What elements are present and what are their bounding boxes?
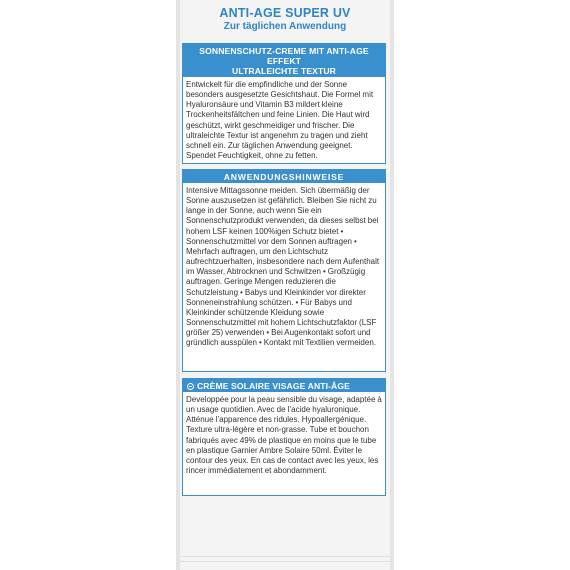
section-heading-text: CRÈME SOLAIRE VISAGE ANTI-ÂGE xyxy=(197,381,350,391)
section-heading-line: ULTRALEICHTE TEXTUR xyxy=(232,66,336,76)
section-body: Entwickelt für die empfindliche und der Sonne besonders ausgesetzte Gesichtshaut. Die Formel mit Hyaluronsäure und Vitamin B3 mildert kleine Trockenheitsfältchen und feine Linien. Die Haut wird geschützt, wirkt geschmeidiger und frischer. Die ultraleichte Textur ist angenehm zu tragen und zieht schnell ein. Zur täglichen Anwendung geeignet. Spendet Feuchtigkeit, ohne zu fetten. xyxy=(186,80,374,161)
section-heading xyxy=(183,44,385,77)
package-bottom-ridge xyxy=(180,556,390,557)
section-heading: ANWENDUNGSHINWEISE xyxy=(183,170,385,183)
product-title: ANTI-AGE SUPER UV xyxy=(219,6,351,20)
package-left-fold xyxy=(176,0,180,570)
section-description-de xyxy=(182,43,386,164)
section-usage-instructions xyxy=(182,169,386,372)
package-header xyxy=(180,6,390,32)
section-body: Developpée pour la peau sensible du visage, adaptée à un usage quotidien. Avec de l’acide hyaluronique. Atténue l’apparence des ridules. Hypoallergénique. Texture ultra-légère et non-grasse. Tube et bouchon fabriqués avec 49% de plastique en moins que le tube en plastique Garnier Ambre Solaire 50ml. Éviter le contour des yeux. En cas de contact avec les yeux, les rincer immédiatement et abondamment. xyxy=(186,395,382,476)
package-bottom-ridge xyxy=(180,561,390,562)
section-description-fr xyxy=(182,378,386,496)
section-heading xyxy=(183,379,385,392)
package-right-fold xyxy=(390,0,394,570)
section-body: Intensive Mittagssonne meiden. Sich übermäßig der Sonne auszusetzen ist gefährlich. Bleiben Sie nicht zu lange in der Sonne, auch wenn Sie ein Sonnenschutzprodukt verwenden, da dieses selbst bei hohem LSF keinen 100%igen Schutz bietet • Sonnenschutzmittel vor dem Sonnen auftragen • Mehrfach auftragen, um den Lichtschutz aufrechtzuerhalten, insbesondere nach dem Aufenthalt im Wasser, Abtrocknen und Schwitzen • Großzügig auftragen. Geringe Mengen reduzieren die Schutzleistung • Babys und Kleinkinder vor direkter Sonneneinstrahlung schützen. • Für Babys und Kleinkinder schützende Kleidung sowie Sonnenschutzmittel mit hohem Lichtschutzfaktor (LSF größer 25) verwenden • Bei Augenkontakt sofort und gründlich ausspülen • Kontakt mit Textilien vermeiden. xyxy=(186,186,380,348)
language-flag-icon xyxy=(187,383,194,390)
product-subtitle: Zur täglichen Anwendung xyxy=(223,21,347,32)
section-heading-line: SONNENSCHUTZ-CREME MIT ANTI-AGE EFFEKT xyxy=(199,46,369,66)
